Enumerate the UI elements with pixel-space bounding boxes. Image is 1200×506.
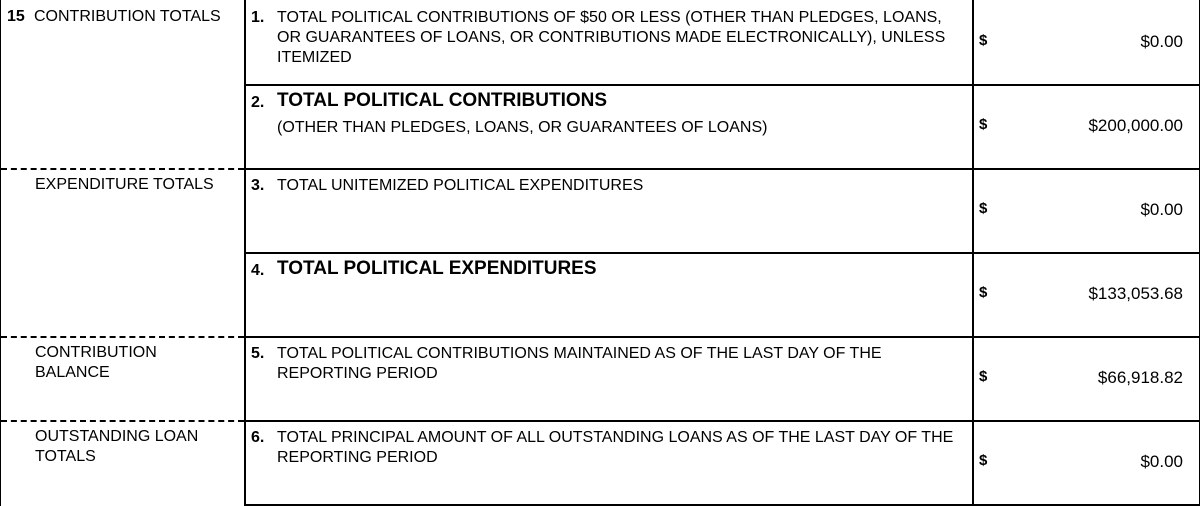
dollar-sign: $ <box>979 368 988 385</box>
dollar-sign: $ <box>979 32 988 49</box>
item-number: 5. <box>251 345 265 362</box>
section-label-contribution-totals: CONTRIBUTION TOTALS <box>34 8 221 25</box>
line-item-3 <box>246 168 1200 252</box>
item-amount: $0.00 <box>1140 200 1183 219</box>
item-description: TOTAL POLITICAL CONTRIBUTIONS <box>277 90 608 111</box>
item-description: TOTAL POLITICAL CONTRIBUTIONS OF $50 OR LESS (OTHER THAN PLEDGES, LOANS, OR GUARANTEES OF LOANS, OR CONTRIBUTIONS MADE ELECTRONICALLY), UNLESS ITEMIZED <box>277 9 946 66</box>
item-amount: $200,000.00 <box>1088 116 1183 135</box>
item-subtext: (OTHER THAN PLEDGES, LOANS, OR GUARANTEES OF LOANS) <box>277 119 768 136</box>
section-label-expenditure-totals: EXPENDITURE TOTALS <box>35 176 214 193</box>
item-amount: $0.00 <box>1140 32 1183 51</box>
section-label-contribution-balance: CONTRIBUTION BALANCE <box>35 344 157 381</box>
section-contribution-balance <box>1 336 241 420</box>
section-expenditure-totals <box>1 168 241 336</box>
item-number: 3. <box>251 177 265 194</box>
section-outstanding-loan-totals <box>1 420 241 504</box>
line-item-5 <box>246 336 1200 420</box>
line-item-4 <box>246 252 1200 336</box>
section-label-outstanding-loan-totals: OUTSTANDING LOAN TOTALS <box>35 428 199 465</box>
item-description: TOTAL UNITEMIZED POLITICAL EXPENDITURES <box>277 177 644 194</box>
section-contribution-totals <box>1 0 241 168</box>
dollar-sign: $ <box>979 452 988 469</box>
item-amount: $133,053.68 <box>1088 284 1183 303</box>
line-item-2 <box>246 84 1200 168</box>
dollar-sign: $ <box>979 284 988 301</box>
item-description: TOTAL POLITICAL CONTRIBUTIONS MAINTAINED AS OF THE LAST DAY OF THE REPORTING PERIOD <box>277 345 882 382</box>
line-item-6 <box>246 420 1200 504</box>
section-number: 15 <box>7 8 25 25</box>
line-item-1 <box>246 0 1200 84</box>
dollar-sign: $ <box>979 116 988 133</box>
item-number: 4. <box>251 262 265 279</box>
item-amount: $66,918.82 <box>1097 368 1183 387</box>
item-description: TOTAL PRINCIPAL AMOUNT OF ALL OUTSTANDING LOANS AS OF THE LAST DAY OF THE REPORTING PERIOD <box>277 429 954 466</box>
item-description: TOTAL POLITICAL EXPENDITURES <box>277 258 597 279</box>
item-number: 6. <box>251 429 265 446</box>
item-number: 2. <box>251 94 265 111</box>
item-amount: $0.00 <box>1140 452 1183 471</box>
dollar-sign: $ <box>979 200 988 217</box>
item-number: 1. <box>251 9 265 26</box>
